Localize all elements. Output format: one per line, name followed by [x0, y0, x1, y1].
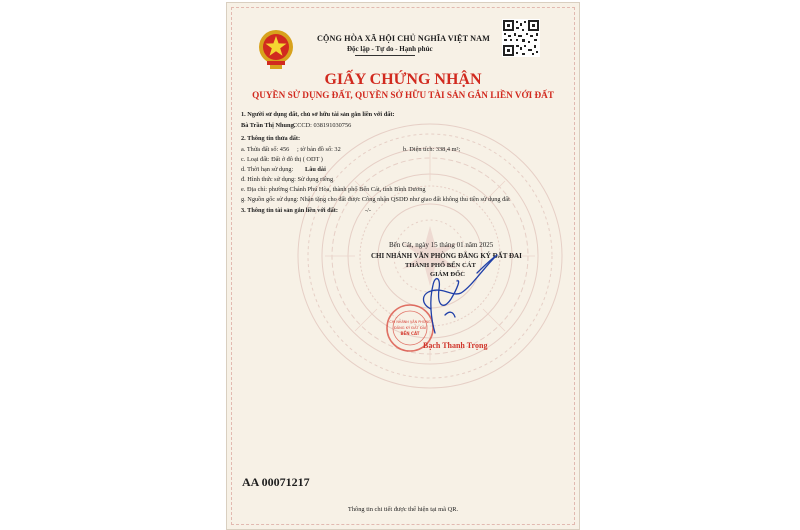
qr-footer-note: Thông tin chi tiết được thể hiện tại mã QR. [347, 506, 459, 513]
section-1-heading: 1. Người sử dụng đất, chủ sở hữu tài sản gắn liền với đất: [241, 111, 395, 118]
section-3-heading: 3. Thông tin tài sản gắn liền với đất: [241, 207, 338, 214]
usage-term-label: d. Thời hạn sử dụng: [241, 166, 294, 173]
land-origin: g. Nguồn gốc sử dụng: Nhận tặng cho đất được Công nhận QSDĐ như giao đất không thu tiền sử dụng đất [241, 196, 510, 203]
usage-term-value: Lâu dài [305, 166, 326, 173]
place-and-date: Bến Cát, ngày 15 tháng 01 năm 2025 [389, 241, 494, 249]
qr-code-icon[interactable] [502, 19, 540, 57]
stamp-text-top: CHI NHÁNH VĂN PHÒNG [389, 320, 431, 324]
attached-assets-value: -/- [365, 207, 371, 214]
owner-id: CCCD: 038191030756 [293, 122, 352, 129]
certificate-serial: AA 00071217 [242, 475, 310, 489]
signer-role: GIÁM ĐỐC [430, 271, 465, 278]
signature [391, 249, 501, 339]
parcel-area: b. Diện tích: 338,4 m²; [403, 146, 461, 153]
certificate-title: GIẤY CHỨNG NHẬN [324, 71, 482, 88]
certificate-paper [226, 2, 580, 530]
certificate-subtitle: QUYỀN SỬ DỤNG ĐẤT, QUYỀN SỞ HỮU TÀI SẢN GẮN LIỀN VỚI ĐẤT [252, 90, 554, 100]
header-underline [355, 55, 415, 56]
section-2-heading: 2. Thông tin thửa đất: [241, 135, 301, 142]
stamp-text-bottom: BẾN CÁT [400, 331, 420, 336]
usage-form: đ. Hình thức sử dụng: Sử dụng riêng [241, 176, 334, 183]
land-type: c. Loại đất: Đất ở đô thị ( ODT ) [241, 156, 323, 163]
stamp-text-mid: ĐĂNG KÝ ĐẤT ĐAI [393, 326, 427, 330]
signer-name: Bạch Thanh Trọng [423, 341, 488, 350]
issuing-office: CHI NHÁNH VĂN PHÒNG ĐĂNG KÝ ĐẤT ĐAI [371, 252, 522, 260]
national-emblem-icon [258, 29, 294, 71]
national-motto: Độc lập - Tự do - Hạnh phúc [347, 45, 433, 53]
map-sheet-number: ; tờ bản đồ số: 32 [297, 146, 341, 153]
parcel-address: e. Địa chỉ: phường Chánh Phú Hòa, thành phố Bến Cát, tỉnh Bình Dương [241, 186, 426, 193]
parcel-number: a. Thửa đất số: 456 [241, 146, 290, 153]
nation-name: CỘNG HÒA XÃ HỘI CHỦ NGHĨA VIỆT NAM [317, 34, 491, 43]
owner-name: Bà Trần Thị Nhung, [241, 122, 296, 129]
issuing-city: THÀNH PHỐ BẾN CÁT [405, 262, 476, 269]
